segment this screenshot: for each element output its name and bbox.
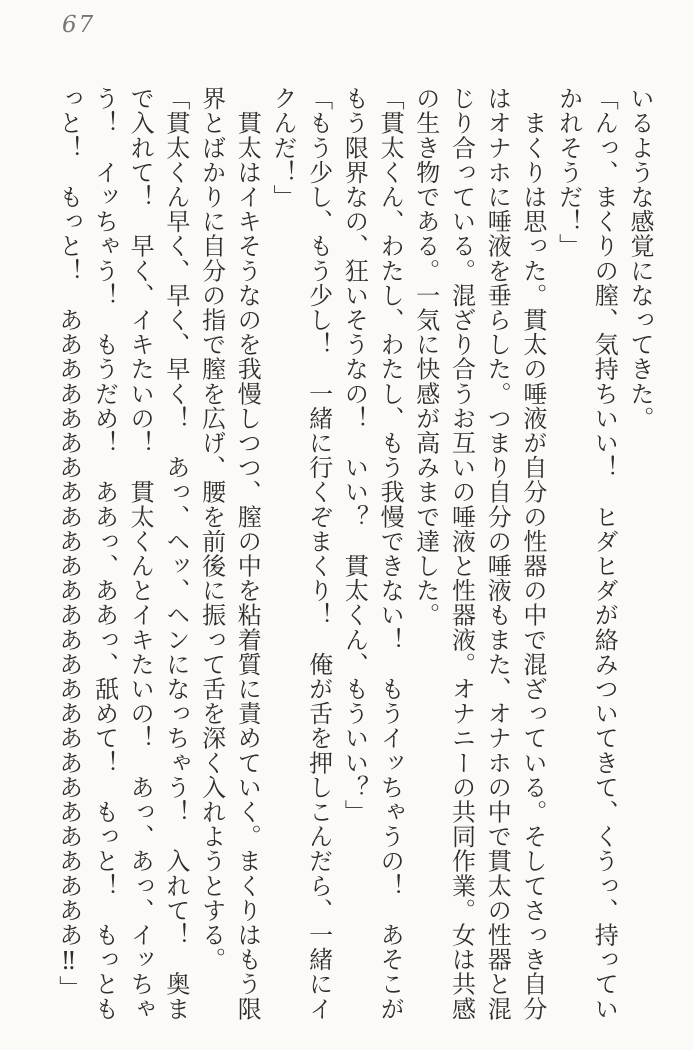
text-line: っと！ もっと！ ああああああああああああああああああああああああああ‼」 [54, 86, 83, 1001]
text-line: の生き物である。一気に快感が高みまで達した。 [411, 86, 440, 628]
text-line: 「貫太くん、わたし、わたし、もう我慢できない！ もうイッちゃうの！ あそこが [376, 86, 405, 1021]
text-line: 「んっ、まくりの膣、気持ちいい！ ヒダヒダが絡みついてきて、くうっ、持ってい [590, 86, 619, 1021]
text-line: う！ イッちゃう！ もうだめ！ ああっ、ああっ、舐めて！ もっと！ もっとも [90, 86, 119, 1021]
text-line: で入れて！ 早く、イキたいの！ 貫太くんとイキたいの！ あっ、あっ、イッちゃ [126, 86, 155, 1021]
text-line: 「もう少し、もう少し！ 一緒に行くぞまくり！ 俺が舌を押しこんだら、一緒にイ [304, 86, 333, 1021]
text-line: もう限界なの、狂いそうなの！ いい？ 貫太くん、もういい？」 [340, 86, 369, 824]
text-line: まくりは思った。貫太の唾液が自分の性器の中で混ざっている。そしてさっき自分 [518, 86, 547, 1021]
text-area [50, 86, 657, 1038]
text-line: 「貫太くん早く、早く、早く！ あっ、ヘッ、ヘンになっちゃう！ 入れて！ 奥ま [161, 86, 190, 1021]
text-line: クんだ！」 [268, 86, 297, 209]
text-line: いるような感覚になってきた。 [626, 86, 654, 431]
page-number: 67 [62, 12, 96, 38]
text-line: じり合っている。混ざり合うお互いの唾液と性器液。オナニーの共同作業。女は共感 [447, 86, 476, 1021]
text-line: はオナホに唾液を垂らした。つまり自分の唾液もまた、オナホの中で貫太の性器と混 [483, 86, 512, 1021]
text-line: 界とばかりに自分の指で膣を広げ、腰を前後に振って舌を深く入れようとする。 [197, 86, 226, 972]
text-line: 貫太はイキそうなのを我慢しつつ、膣の中を粘着質に責めていく。まくりはもう限 [233, 86, 262, 1021]
text-line: かれそうだ！」 [554, 86, 583, 259]
